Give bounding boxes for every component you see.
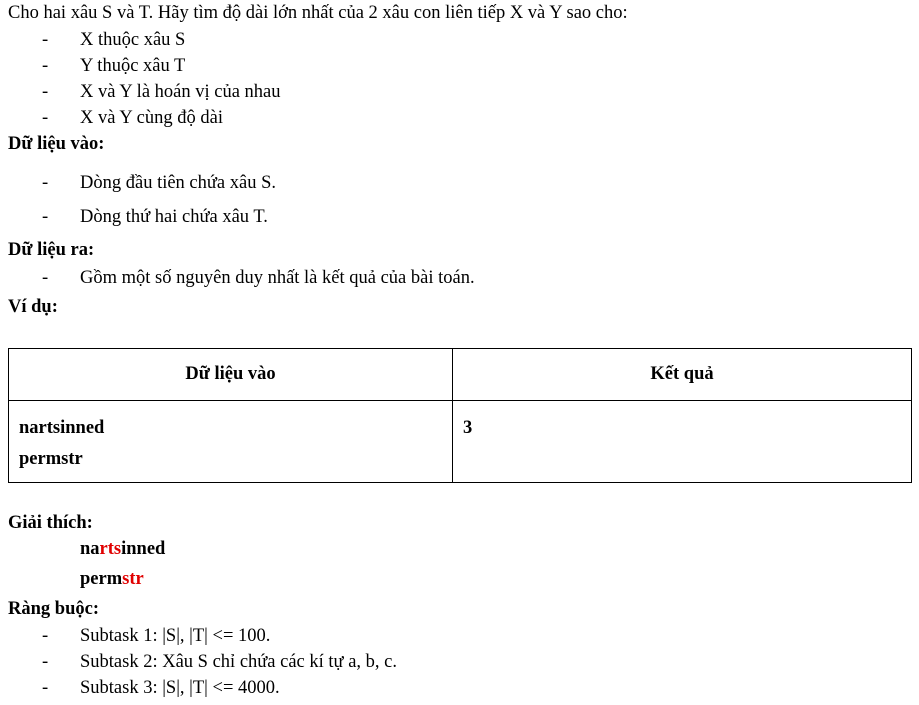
explanation-text: inned xyxy=(121,539,166,559)
bullet-dash: - xyxy=(42,56,49,76)
example-input-cell xyxy=(9,401,453,483)
bullet-dash: - xyxy=(42,652,49,672)
bullet-dash: - xyxy=(42,108,49,128)
explanation-highlight: rts xyxy=(99,539,122,559)
constraints-title: Ràng buộc: xyxy=(8,599,99,619)
bullet-dash: - xyxy=(42,678,49,698)
explanation-text: na xyxy=(80,539,100,559)
example-output-cell xyxy=(453,401,912,483)
bullet-dash: - xyxy=(42,82,49,102)
table-header-row xyxy=(9,349,912,401)
condition-item: Y thuộc xâu T xyxy=(80,56,186,76)
example-output-value: 3 xyxy=(463,418,473,438)
bullet-dash: - xyxy=(42,268,49,288)
explanation-title: Giải thích: xyxy=(8,513,93,533)
condition-item: X và Y cùng độ dài xyxy=(80,108,223,128)
table-row xyxy=(9,401,912,483)
constraint-item: Subtask 2: Xâu S chỉ chứa các kí tự a, b, c. xyxy=(80,652,398,672)
condition-item: X thuộc xâu S xyxy=(80,30,186,50)
table-header-input: Dữ liệu vào xyxy=(9,349,453,401)
explanation-highlight: str xyxy=(122,569,144,589)
explanation-text: perm xyxy=(80,569,123,589)
bullet-dash: - xyxy=(42,173,49,193)
output-section-title: Dữ liệu ra: xyxy=(8,240,95,260)
bullet-dash: - xyxy=(42,207,49,227)
constraint-item: Subtask 1: |S|, |T| <= 100. xyxy=(80,626,271,646)
bullet-dash: - xyxy=(42,30,49,50)
explanation-line-2 xyxy=(80,568,144,590)
condition-item: X và Y là hoán vị của nhau xyxy=(80,82,281,102)
example-table xyxy=(8,348,912,483)
bullet-dash: - xyxy=(42,626,49,646)
output-item: Gồm một số nguyên duy nhất là kết quả của bài toán. xyxy=(80,268,475,288)
input-item: Dòng đầu tiên chứa xâu S. xyxy=(80,173,277,193)
table-header-output: Kết quả xyxy=(453,349,912,401)
explanation-line-1 xyxy=(80,538,165,560)
example-input-line: permstr xyxy=(19,449,83,469)
constraint-item: Subtask 3: |S|, |T| <= 4000. xyxy=(80,678,280,698)
input-section-title: Dữ liệu vào: xyxy=(8,134,105,154)
problem-intro: Cho hai xâu S và T. Hãy tìm độ dài lớn nhất của 2 xâu con liên tiếp X và Y sao cho: xyxy=(8,3,628,23)
example-input-line: nartsinned xyxy=(19,418,105,438)
input-item: Dòng thứ hai chứa xâu T. xyxy=(80,207,268,227)
example-title: Ví dụ: xyxy=(8,297,58,317)
